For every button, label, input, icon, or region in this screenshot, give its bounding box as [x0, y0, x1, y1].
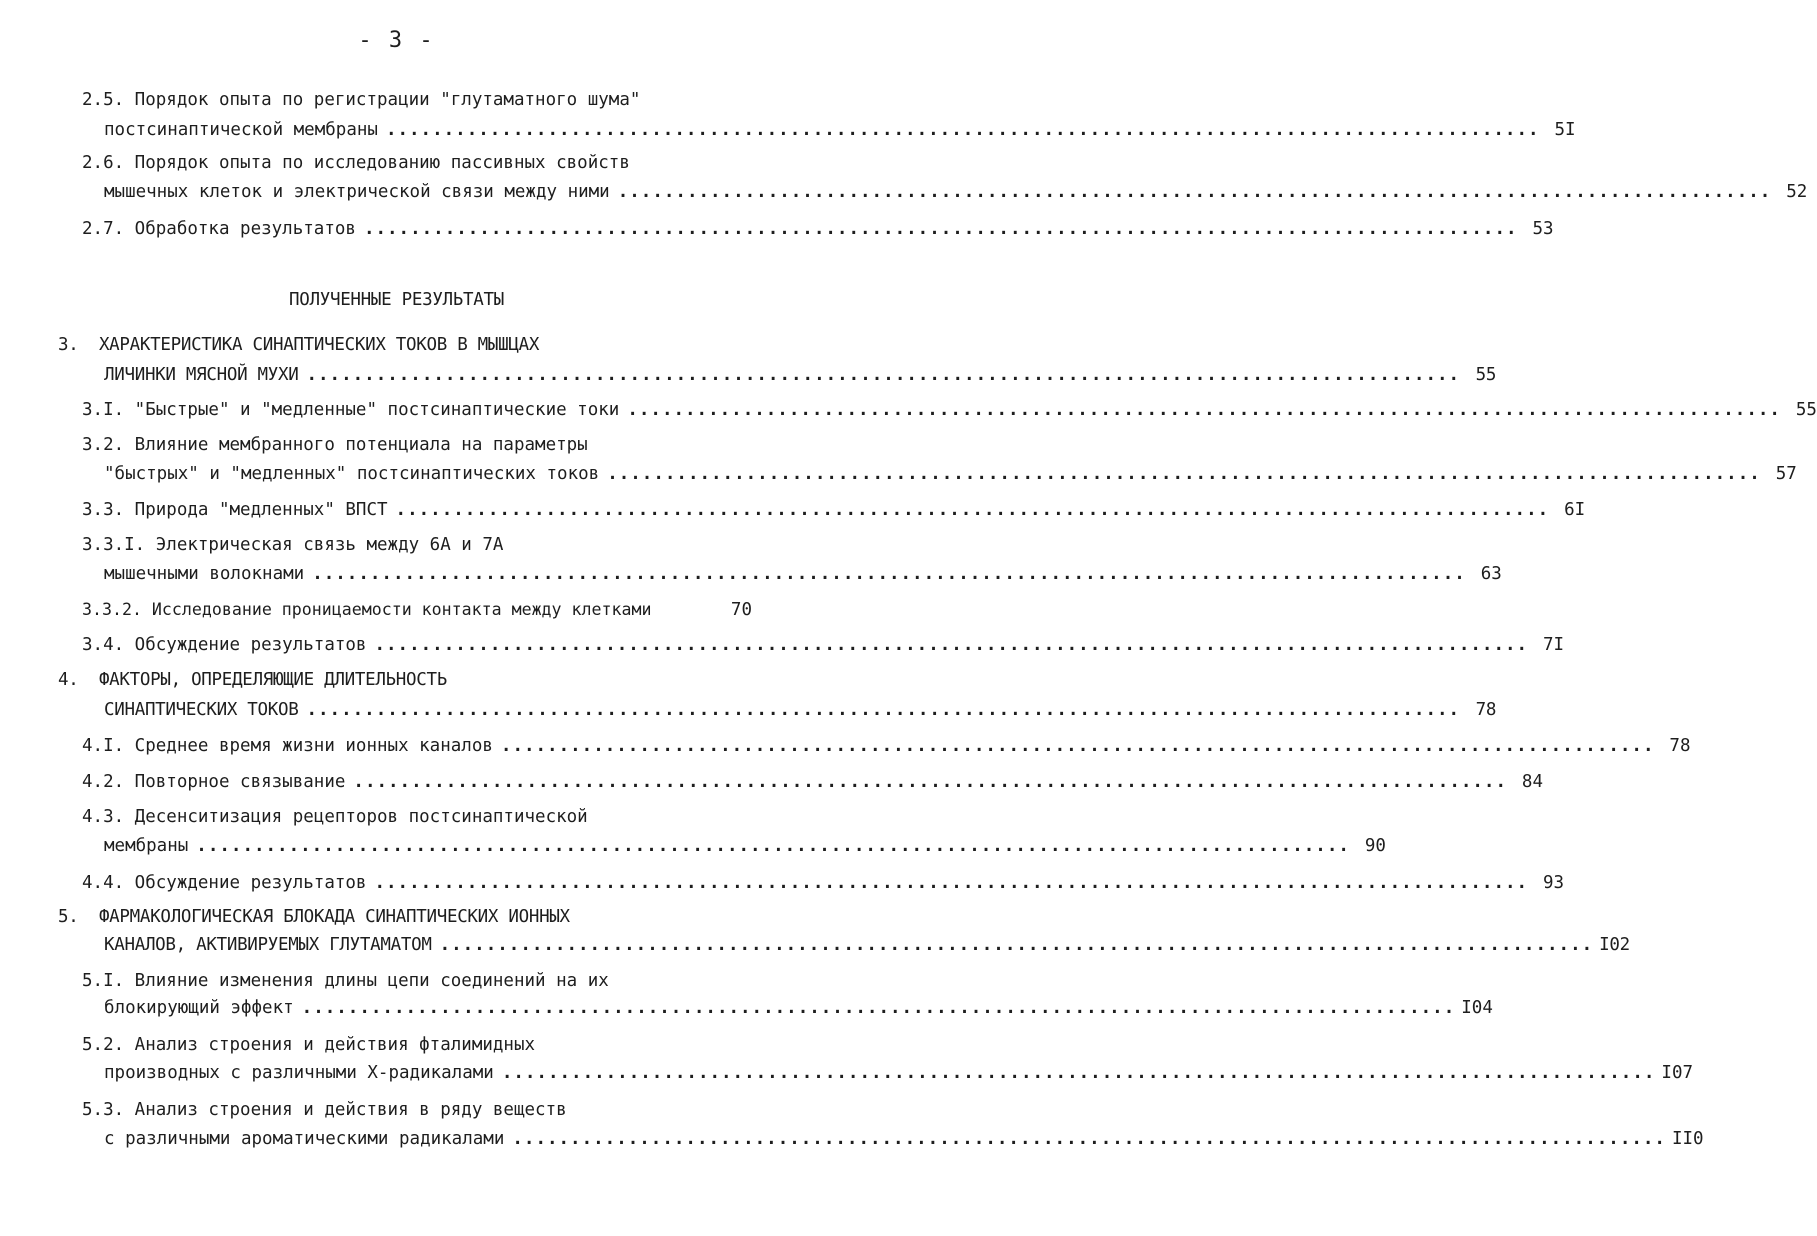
leader-dots: ....................................................................................................: [617, 182, 1772, 202]
toc-page-number: 55: [1475, 365, 1497, 385]
toc-page-number: 90: [1364, 836, 1386, 856]
toc-page-number: 5I: [1554, 120, 1576, 140]
leader-dots: ....................................................................................................: [500, 736, 1655, 756]
toc-page-number: 6I: [1564, 500, 1586, 520]
leader-dots: ....................................................................................................: [363, 219, 1518, 239]
leader-dots: ....................................................................................................: [306, 700, 1461, 720]
toc-entry-2-7: [82, 218, 1554, 240]
toc-page-number: I02: [1599, 935, 1630, 955]
toc-entry-5-3: [104, 1128, 1704, 1150]
toc-entry-5-2-line1: 5.2. Анализ строения и действия фталимидных: [82, 1035, 536, 1055]
page-number: - 3 -: [358, 28, 435, 53]
toc-entry-2-6-line1: 2.6. Порядок опыта по исследованию пассивных свойств: [82, 153, 630, 173]
toc-entry-4-4: [82, 872, 1565, 894]
toc-entry-title: 3.3.2. Исследование проницаемости контакта между клетками: [82, 600, 652, 619]
leader-dots: ....................................................................................................: [374, 635, 1529, 655]
toc-entry-3-2-line1: 3.2. Влияние мембранного потенциала на параметры: [82, 435, 588, 455]
toc-entry-title: КАНАЛОВ, АКТИВИРУЕМЫХ ГЛУТАМАТОМ: [104, 935, 432, 955]
toc-entry-title: постсинаптической мембраны: [104, 120, 378, 140]
toc-entry-3-3-1-line1: 3.3.I. Электрическая связь между 6А и 7А: [82, 535, 504, 555]
leader-dots: ....................................................................................................: [395, 500, 1550, 520]
toc-page-number: 53: [1532, 219, 1554, 239]
toc-entry-4-3-line1: 4.3. Десенситизация рецепторов постсинаптической: [82, 807, 588, 827]
toc-entry-title: 4.4. Обсуждение результатов: [82, 873, 367, 893]
toc-entry-2-6: [104, 181, 1808, 203]
toc-entry-title: мембраны: [104, 836, 189, 856]
chapter-3: [104, 364, 1497, 386]
toc-page-number: 55: [1795, 400, 1817, 420]
toc-page-number: 63: [1480, 564, 1502, 584]
toc-entry-title: производных с различными X-радикалами: [104, 1063, 494, 1083]
toc-entry-title: мышечных клеток и электрической связи между ними: [104, 182, 610, 202]
toc-entry-5-2: [104, 1062, 1694, 1084]
toc-entry-title: 4.I. Среднее время жизни ионных каналов: [82, 736, 493, 756]
chapter-4-line1: 4. ФАКТОРЫ, ОПРЕДЕЛЯЮЩИЕ ДЛИТЕЛЬНОСТЬ: [58, 670, 447, 690]
toc-entry-4-3: [104, 835, 1386, 857]
toc-page-number: 7I: [1543, 635, 1565, 655]
toc-page-number: 84: [1521, 772, 1543, 792]
chapter-3-line1: 3. ХАРАКТЕРИСТИКА СИНАПТИЧЕСКИХ ТОКОВ В МЫШЦАХ: [58, 335, 540, 355]
toc-entry-3-3: [82, 499, 1586, 521]
toc-entry-title: 3.I. "Быстрые" и "медленные" постсинаптические токи: [82, 400, 620, 420]
toc-entry-3-3-2: [82, 599, 752, 621]
toc-entry-title: с различными ароматическими радикалами: [104, 1129, 505, 1149]
toc-entry-5-1: [104, 997, 1493, 1019]
leader-dots: ....................................................................................................: [374, 873, 1529, 893]
toc-page-number: I07: [1661, 1063, 1694, 1083]
leader-dots: ....................................................................................................: [439, 935, 1594, 955]
chapter-5: [104, 934, 1630, 956]
leader-dots: ....................................................................................................: [301, 998, 1456, 1018]
leader-dots: ....................................................................................................: [353, 772, 1507, 792]
toc-page-number: 57: [1775, 464, 1797, 484]
leader-dots: ....................................................................................................: [196, 836, 1350, 856]
toc-entry-title: мышечными волокнами: [104, 564, 305, 584]
toc-entry-title: "быстрых" и "медленных" постсинаптических токов: [104, 464, 600, 484]
toc-entry-3-2: [104, 463, 1797, 485]
toc-entry-5-3-line1: 5.3. Анализ строения и действия в ряду веществ: [82, 1100, 567, 1120]
toc-entry-title: 3.4. Обсуждение результатов: [82, 635, 367, 655]
toc-entry-2-5: [104, 119, 1576, 141]
toc-entry-title: ЛИЧИНКИ МЯСНОЙ МУХИ: [104, 365, 299, 385]
leader-dots: ....................................................................................................: [512, 1129, 1666, 1149]
chapter-4: [104, 699, 1497, 721]
leader-dots: ....................................................................................................: [501, 1063, 1656, 1083]
toc-page-number: 52: [1786, 182, 1808, 202]
leader-dots: ....................................................................................................: [312, 564, 1466, 584]
toc-entry-4-2: [82, 771, 1543, 793]
leader-dots: ....................................................................................................: [385, 120, 1540, 140]
toc-entry-3-1: [82, 399, 1817, 421]
leader-dots: ....................................................................................................: [306, 365, 1461, 385]
toc-entry-title: блокирующий эффект: [104, 998, 294, 1018]
toc-page-number: 78: [1475, 700, 1497, 720]
toc-entry-title: 2.7. Обработка результатов: [82, 219, 356, 239]
toc-entry-title: СИНАПТИЧЕСКИХ ТОКОВ: [104, 700, 299, 720]
toc-entry-4-1: [82, 735, 1691, 757]
leader-dots: ....................................................................................................: [627, 400, 1781, 420]
toc-page-number: I04: [1461, 998, 1493, 1018]
leader-dots: ....................................................................................................: [607, 464, 1761, 484]
section-heading: ПОЛУЧЕННЫЕ РЕЗУЛЬТАТЫ: [289, 290, 504, 310]
toc-entry-3-4: [82, 634, 1565, 656]
toc-entry-3-3-1: [104, 563, 1502, 585]
toc-entry-title: 4.2. Повторное связывание: [82, 772, 346, 792]
toc-page-number: 78: [1669, 736, 1691, 756]
toc-page-number: 70: [730, 600, 752, 620]
toc-page-number: II0: [1671, 1129, 1704, 1149]
toc-entry-title: 3.3. Природа "медленных" ВПСТ: [82, 500, 388, 520]
toc-entry-2-5-line1: 2.5. Порядок опыта по регистрации "глутаматного шума": [82, 90, 641, 110]
toc-page-number: 93: [1543, 873, 1565, 893]
chapter-5-line1: 5. ФАРМАКОЛОГИЧЕСКАЯ БЛОКАДА СИНАПТИЧЕСКИХ ИОННЫХ: [58, 907, 570, 927]
toc-entry-5-1-line1: 5.I. Влияние изменения длины цепи соединений на их: [82, 971, 609, 991]
